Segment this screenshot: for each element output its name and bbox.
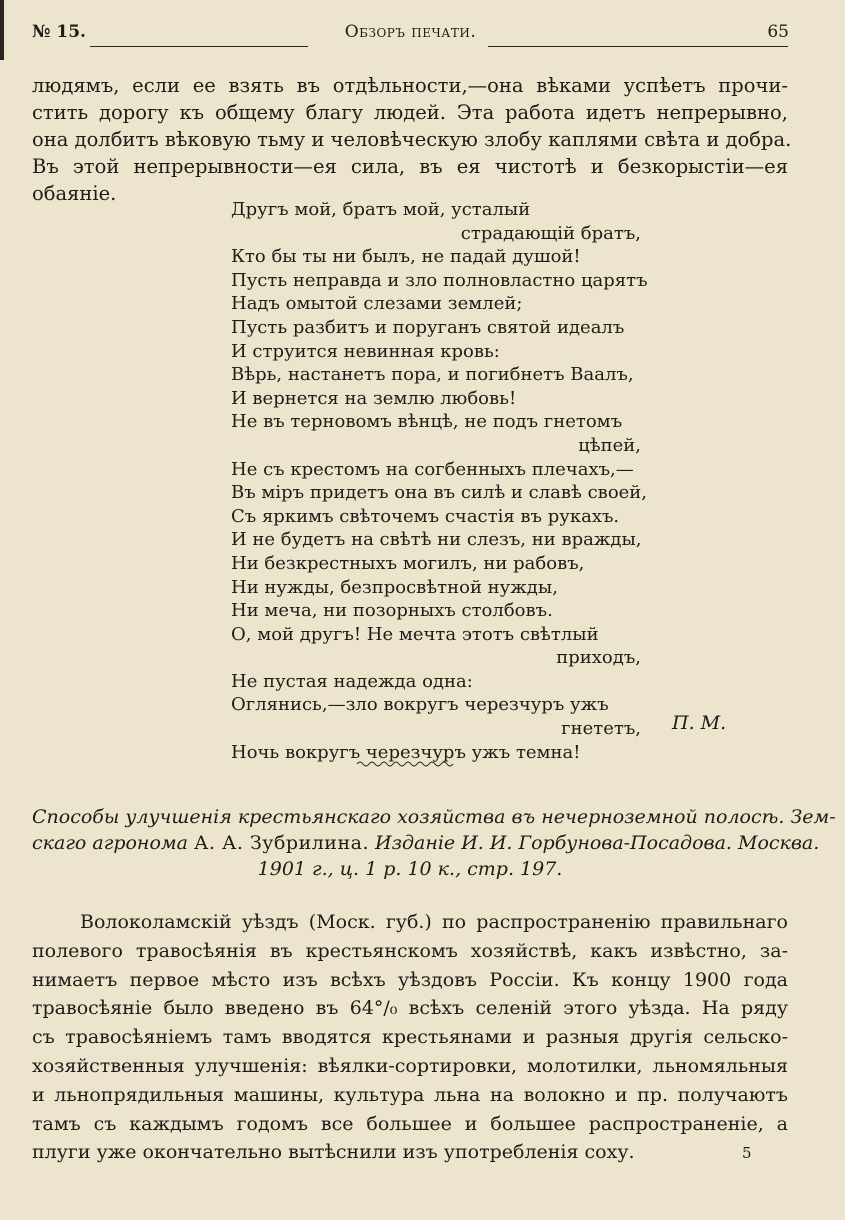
- poem-verse: И не будетъ на свѣтѣ ни слезъ, ни вражды,: [231, 529, 642, 551]
- intro-line: обаяніе.: [32, 182, 117, 205]
- poem-verse: Въ міръ придетъ она въ силѣ и славѣ своей,: [231, 482, 648, 504]
- poem-verse: Ни меча, ни позорныхъ столбовъ.: [231, 600, 553, 622]
- intro-line: стить дорогу къ общему благу людей. Эта работа идетъ непрерывно,: [32, 101, 788, 124]
- review-line: хозяйственныя улучшенія: вѣялки-сортировки, молотилки, льномяльныя: [32, 1054, 788, 1077]
- poem-verse: страдающій братъ,: [460, 222, 641, 244]
- poem-verse: О, мой другъ! Не мечта этотъ свѣтлый: [231, 623, 599, 645]
- poem-verse: Съ яркимъ свѣточемъ счастія въ рукахъ.: [231, 505, 620, 527]
- poem-verse: цѣпей,: [578, 434, 641, 456]
- citation-author: А. А. Зубрилина.: [194, 832, 369, 854]
- poem-verse: Кто бы ты ни былъ, не падай душой!: [231, 246, 581, 268]
- citation-text: скаго агронома: [32, 832, 195, 854]
- poem-verse: Другъ мой, братъ мой, усталый: [231, 199, 531, 220]
- poem-verse: Ни нужды, безпросвѣтной нужды,: [231, 576, 558, 598]
- intro-paragraph: [32, 72, 792, 207]
- page-binding-edge: [0, 0, 4, 60]
- section-divider-ornament: [355, 758, 455, 770]
- page-number: 65: [767, 22, 789, 42]
- poem-verse: Не въ терновомъ вѣнцѣ, не подъ гнетомъ: [231, 411, 623, 433]
- review-line: тамъ съ каждымъ годомъ все большее и большее распространеніе, а: [32, 1112, 788, 1135]
- poem-verse: Не съ крестомъ на согбенныхъ плечахъ,—: [231, 458, 634, 480]
- review-paragraph: [32, 908, 788, 1167]
- poem-verse: Пусть неправда и зло полновластно царятъ: [231, 269, 648, 291]
- citation-line-author: [32, 830, 820, 856]
- poem-verse: приходъ,: [556, 647, 641, 669]
- review-line: съ травосѣяніемъ тамъ вводятся крестьянами и разныя другія сельско-: [32, 1026, 788, 1049]
- section-title: Обзоръ печати.: [344, 22, 477, 42]
- poem-verse: Ни безкрестныхъ могилъ, ни рабовъ,: [231, 552, 585, 574]
- poem: [231, 198, 648, 764]
- header-rule-left: [90, 46, 308, 47]
- intro-line: Въ этой непрерывности—ея сила, въ ея чистотѣ и безкорыстіи—ея: [32, 155, 788, 178]
- header-rule-right: [488, 46, 788, 47]
- review-line: травосѣяніе было введено въ 64°/₀ всѣхъ селеній этого уѣзда. На ряду: [32, 997, 788, 1020]
- printer-signature-mark: 5: [742, 1144, 752, 1162]
- review-line: полевого травосѣянія въ крестьянскомъ хозяйствѣ, какъ извѣстно, за-: [32, 939, 788, 962]
- poem-verse: Оглянись,—зло вокругъ черезчуръ ужъ: [231, 694, 609, 716]
- poem-verse: Не пустая надежда одна:: [231, 670, 473, 692]
- poem-verse: гнететъ,: [561, 718, 641, 740]
- review-line: и льнопрядильныя машины, культура льна на волокно и пр. получаютъ: [32, 1083, 788, 1106]
- review-line: плуги уже окончательно вытѣснили изъ употребленія соху.: [32, 1141, 635, 1164]
- book-citation: [32, 804, 836, 882]
- running-header: [32, 22, 789, 44]
- citation-publisher: Изданіе И. И. Горбунова-Посадова. Москва.: [369, 832, 820, 854]
- issue-number: № 15.: [32, 22, 86, 42]
- poem-verse: И струится невинная кровь:: [231, 340, 500, 362]
- poem-verse: Ночь вокругъ черезчуръ ужъ темна!: [231, 741, 581, 763]
- intro-line: она долбитъ вѣковую тьму и человѣческую злобу каплями свѣта и добра.: [32, 128, 792, 151]
- poem-signature: П. М.: [672, 712, 727, 734]
- poem-verse: Пусть разбитъ и поруганъ святой идеалъ: [231, 316, 625, 338]
- citation-line-title: Способы улучшенія крестьянскаго хозяйства въ нечерноземной полосѣ. Зем-: [32, 806, 836, 828]
- review-line: нимаетъ первое мѣсто изъ всѣхъ уѣздовъ Россіи. Къ концу 1900 года: [32, 968, 788, 991]
- poem-verse: Надъ омытой слезами землей;: [231, 293, 523, 315]
- intro-line: людямъ, если ее взять въ отдѣльности,—она вѣками успѣетъ прочи-: [32, 74, 788, 97]
- poem-verse: Вѣрь, настанетъ пора, и погибнетъ Ваалъ,: [231, 364, 634, 386]
- poem-verse: И вернется на землю любовь!: [231, 387, 517, 409]
- citation-line-imprint: 1901 г., ц. 1 р. 10 к., стр. 197.: [257, 858, 563, 880]
- review-line: Волоколамскій уѣздъ (Моск. губ.) по распространенію правильнаго: [80, 911, 788, 933]
